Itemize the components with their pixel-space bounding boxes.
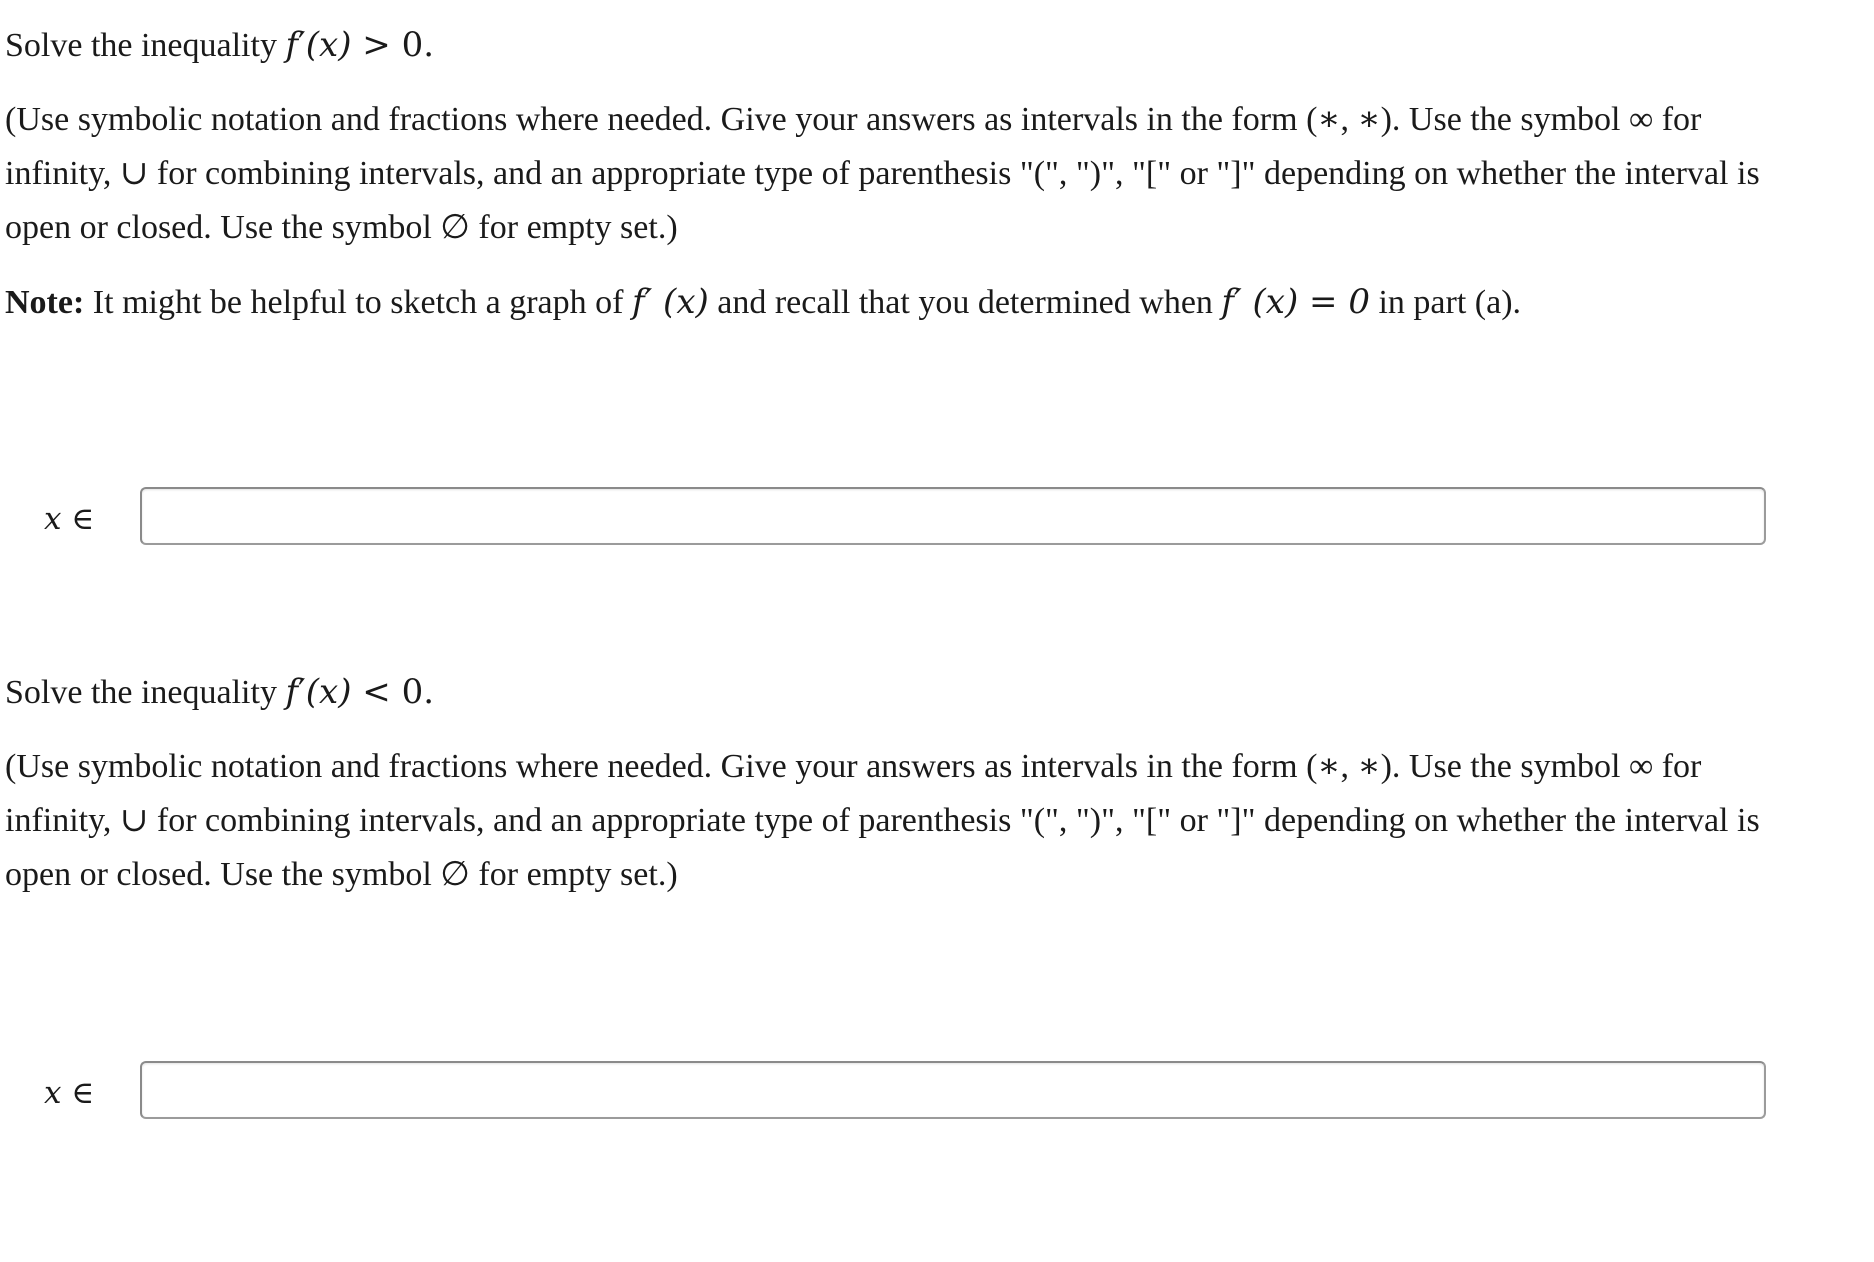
question-2-prompt-f: f [285,672,299,712]
question-2-instructions-line-3: open or closed. Use the symbol ∅ for empty set.) [5,856,678,893]
note-math-derivative: f′ (x) [631,282,709,322]
question-1-answer-label [44,499,94,539]
question-1-instructions [5,93,1870,255]
note-label: Note: [5,284,85,321]
question-2-prompt [5,665,1870,720]
note-math-derivative-zero: f′ (x) = 0 [1221,282,1370,322]
question-2-answer-input[interactable] [140,1061,1766,1119]
question-1-answer-row [44,487,1784,551]
question-2 [5,665,1870,922]
question-1-answer-variable: x [44,501,62,537]
note-text-before: It might be helpful to sketch a graph of [84,284,632,321]
question-1 [5,18,1870,330]
question-1-instructions-line-2: infinity, ∪ for combining intervals, and an appropriate type of parenthesis "(", ")", "[" or "]" depending on whether the interval is [5,155,1760,192]
question-2-prompt-prime: ′ [298,672,306,712]
question-1-answer-element-of: ∈ [61,501,95,537]
question-1-instructions-line-1: (Use symbolic notation and fractions where needed. Give your answers as intervals in the form (∗, ∗). Use the symbol ∞ for [5,101,1702,138]
question-2-instructions-line-2: infinity, ∪ for combining intervals, and an appropriate type of parenthesis "(", ")", "[" or "]" depending on whether the interval is [5,802,1760,839]
question-2-instructions-line-1: (Use symbolic notation and fractions where needed. Give your answers as intervals in the form (∗, ∗). Use the symbol ∞ for [5,748,1702,785]
question-1-prompt-prime: ′ [298,25,306,65]
question-2-prompt-relation: < 0. [351,672,435,712]
question-2-answer-label [44,1073,94,1113]
question-1-note [5,275,1870,330]
question-1-prompt-text: Solve the inequality [5,27,286,64]
question-2-answer-variable: x [44,1075,62,1111]
question-2-prompt-arg: (x) [305,672,352,712]
question-2-answer-row [44,1061,1784,1125]
question-2-answer-element-of: ∈ [61,1075,95,1111]
note-text-after: in part (a). [1369,284,1522,321]
question-2-prompt-text: Solve the inequality [5,674,286,711]
question-1-prompt-f: f [285,25,299,65]
question-2-instructions [5,740,1870,902]
question-1-answer-input[interactable] [140,487,1766,545]
question-1-instructions-line-3: open or closed. Use the symbol ∅ for empty set.) [5,209,678,246]
question-1-prompt-arg: (x) [305,25,352,65]
note-text-middle: and recall that you determined when [708,284,1222,321]
question-1-prompt-relation: > 0. [351,25,435,65]
question-1-prompt [5,18,1870,73]
